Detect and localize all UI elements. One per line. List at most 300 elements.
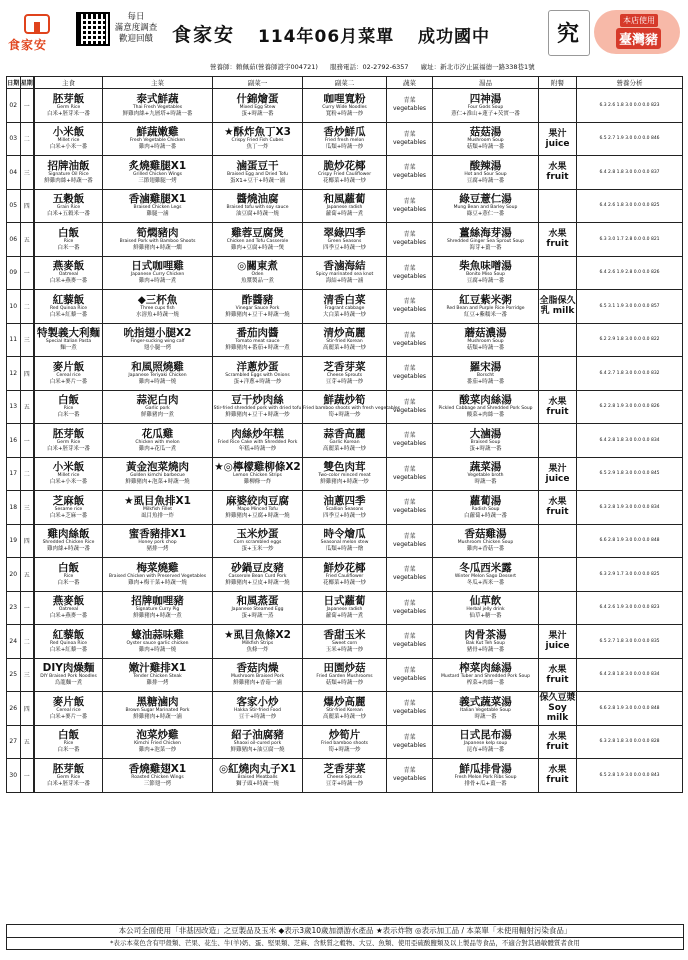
soup-cell bbox=[433, 491, 539, 525]
col-nutrition-header: 營養分析 bbox=[577, 77, 683, 89]
dish-ingredients: 海芽+薑一番 bbox=[469, 244, 502, 251]
col-soup-header: 湯品 bbox=[433, 77, 539, 89]
dish-english: Garlic Korean bbox=[329, 439, 360, 445]
side-item-cell: 水果 fruit bbox=[539, 491, 577, 525]
side-dish-2-cell bbox=[303, 189, 387, 223]
date-row bbox=[7, 591, 34, 625]
dish-english: Grain Rice bbox=[56, 205, 81, 211]
date-cell: 03 bbox=[7, 122, 21, 156]
table-row bbox=[35, 89, 683, 123]
dish-name: ★◎檸檬雞柳條X2 bbox=[214, 461, 301, 474]
dish-ingredients: 時蔬一番 bbox=[474, 479, 497, 486]
dish-ingredients: 麵一煮 bbox=[60, 345, 77, 352]
certification-seal-icon bbox=[548, 10, 590, 56]
col-side2-header: 副菜二 bbox=[303, 77, 387, 89]
side-item-cell: 水果 fruit bbox=[539, 725, 577, 759]
dish-ingredients: 鮮雞豬肉+香菇一滷 bbox=[233, 680, 282, 687]
dish-name: 鮮瓜排骨湯 bbox=[459, 762, 512, 775]
dish-name: 酸辣湯 bbox=[469, 159, 502, 172]
soup-cell bbox=[433, 692, 539, 726]
main-dish-cell bbox=[103, 357, 213, 391]
side-dish-1-cell bbox=[213, 223, 303, 257]
qr-code-icon[interactable] bbox=[76, 12, 110, 46]
dish-english: Borscht bbox=[476, 372, 495, 378]
taiwan-pork-badge bbox=[594, 10, 680, 54]
side-dish-2-cell bbox=[303, 457, 387, 491]
nutrition-cell: 6.5 2.8 1.9 3.0 0.0 0.0 843 bbox=[577, 759, 683, 793]
dish-name: 咖哩寬粉 bbox=[323, 92, 366, 105]
dish-english: Germ Rice bbox=[56, 439, 81, 445]
weekday-cell: 三 bbox=[20, 156, 34, 190]
soup-cell bbox=[433, 323, 539, 357]
nutrition-cell: 6.4 2.6 1.9 3.0 0.0 0.0 823 bbox=[577, 591, 683, 625]
soup-cell bbox=[433, 357, 539, 391]
date-row bbox=[7, 524, 34, 558]
dish-ingredients: 鮮雞肉絲+九層塔+時蔬一番 bbox=[122, 110, 193, 117]
dish-english: Braised tofu with soy sauce bbox=[226, 205, 289, 211]
dish-ingredients: 白米+燕麥一番 bbox=[49, 613, 88, 620]
main-dish-cell bbox=[103, 256, 213, 290]
dish-name: 香滷海結 bbox=[323, 260, 366, 273]
dish-name: 爆炒高麗 bbox=[323, 695, 366, 708]
dish-english: Scrambled Eggs with Onions bbox=[225, 372, 290, 378]
dish-ingredients: 榨菜+肉絲一番 bbox=[466, 680, 505, 687]
weekday-cell: 一 bbox=[20, 89, 34, 123]
side-item-cell bbox=[539, 323, 577, 357]
vegetable-cell: 青菜 vegetables bbox=[387, 390, 433, 424]
dish-english: Milkfish Fillet bbox=[143, 506, 172, 512]
dish-ingredients: 仙草+糖一番 bbox=[469, 613, 502, 620]
date-cell: 05 bbox=[7, 189, 21, 223]
dish-english: Herbal jelly drink bbox=[466, 607, 505, 613]
col-staple-header: 主食 bbox=[35, 77, 103, 89]
side-dish-1-cell bbox=[213, 658, 303, 692]
date-cell: 10 bbox=[7, 290, 21, 324]
table-row bbox=[35, 122, 683, 156]
side-item-cell bbox=[539, 89, 577, 123]
date-cell: 23 bbox=[7, 591, 21, 625]
dish-name: 嫩汁雞排X1 bbox=[128, 662, 187, 675]
dish-english: Fried Rice Cake with Shredded Pork bbox=[217, 439, 298, 445]
dish-english: Spicy marinated sea knot bbox=[315, 272, 374, 278]
dish-name: ★虱目魚排X1 bbox=[124, 494, 191, 507]
weekday-cell: 四 bbox=[20, 189, 34, 223]
dish-ingredients: 蛋+時蔬一蒸 bbox=[241, 613, 274, 620]
soup-cell bbox=[433, 524, 539, 558]
dish-ingredients: 三節翅雞腿一烤 bbox=[138, 177, 177, 184]
school-name: 成功國中 bbox=[418, 27, 490, 47]
dish-english: Fresh Melon Pork Ribs Soup bbox=[454, 774, 517, 780]
staple-cell bbox=[35, 223, 103, 257]
dish-english: Germ Rice bbox=[56, 774, 81, 780]
soup-cell bbox=[433, 189, 539, 223]
main-dish-cell bbox=[103, 558, 213, 592]
weekday-cell: 二 bbox=[20, 122, 34, 156]
dish-english: Japanese Steamed Egg bbox=[231, 607, 284, 613]
weekday-cell: 五 bbox=[20, 725, 34, 759]
table-row bbox=[35, 457, 683, 491]
dish-name: DIY肉燥麵 bbox=[42, 662, 95, 675]
table-row bbox=[35, 591, 683, 625]
dish-name: 芝香芽菜 bbox=[323, 360, 366, 373]
dish-ingredients: 雞肉+時蔬一煮 bbox=[138, 278, 177, 285]
date-row bbox=[7, 223, 34, 257]
dish-english: Braised Meatballs bbox=[237, 774, 278, 780]
date-row bbox=[7, 122, 34, 156]
dish-name: 泰式鮮蔬 bbox=[136, 92, 179, 105]
side-item-cell: 水果 fruit bbox=[539, 156, 577, 190]
seal-glyph: 究 bbox=[557, 22, 580, 47]
side-dish-2-cell bbox=[303, 156, 387, 190]
side-dish-2-cell bbox=[303, 357, 387, 391]
table-row bbox=[35, 189, 683, 223]
dish-english: Curry Wide Noodles bbox=[322, 104, 367, 110]
side-item-cell bbox=[539, 357, 577, 391]
staple-cell bbox=[35, 256, 103, 290]
dish-name: 仙草飲 bbox=[469, 595, 502, 608]
survey-note bbox=[114, 12, 158, 45]
dish-name: 炙燒雞腿X1 bbox=[128, 159, 187, 172]
side-dish-1-cell bbox=[213, 524, 303, 558]
side-item-cell bbox=[539, 256, 577, 290]
side-dish-1-cell bbox=[213, 290, 303, 324]
dish-name: 蘑菇濃湯 bbox=[464, 327, 507, 340]
date-row bbox=[7, 256, 34, 290]
dish-ingredients: 豬骨+時蔬一番 bbox=[466, 646, 505, 653]
dish-name: 清炒高麗 bbox=[323, 327, 366, 340]
weekday-cell: 五 bbox=[20, 558, 34, 592]
dish-name: 花瓜雞 bbox=[141, 427, 174, 440]
dish-ingredients: 魚條一炸 bbox=[246, 646, 269, 653]
dish-english: Seasonal melon stew bbox=[320, 540, 369, 546]
dish-name: 黑糖滷肉 bbox=[136, 695, 179, 708]
dish-english: Fried Garden Mushrooms bbox=[316, 674, 373, 680]
table-row bbox=[35, 658, 683, 692]
dish-ingredients: 雞柳條一炸 bbox=[243, 479, 272, 486]
dish-english: Shaoxi oil-cured pork bbox=[233, 741, 282, 747]
dish-ingredients: 高麗菜+時蔬一炒 bbox=[322, 713, 367, 720]
dish-english: Rice bbox=[63, 573, 74, 579]
dish-ingredients: 雞肉+時蔬一番 bbox=[138, 144, 177, 151]
dish-ingredients: 瓜類+時蔬一炒 bbox=[325, 144, 364, 151]
date-row bbox=[7, 658, 34, 692]
dish-ingredients: 筍+時蔬一炒 bbox=[328, 412, 361, 419]
menu-title: 114年06月菜單 bbox=[258, 27, 395, 47]
dish-english: Four Gods Soup bbox=[467, 104, 504, 110]
nutrition-cell: 6.4 2.8 1.8 3.0 0.0 0.0 834 bbox=[577, 658, 683, 692]
allergen-notice: *表示本菜色含有甲殼類、芒果、花生、牛(羊)奶、蛋、堅果類、芝麻、含麩質之穀物、大豆、魚類、使用亞硫酸鹽類及以上製品等食品，不適合對其過敏體質者食用 bbox=[110, 939, 580, 947]
dish-ingredients: 雞腿一滷 bbox=[146, 211, 169, 218]
dish-english: Red Quinoa Rice bbox=[49, 640, 88, 646]
nutrition-cell: 6.5 2.7 1.8 3.0 0.0 0.0 835 bbox=[577, 625, 683, 659]
soup-cell bbox=[433, 290, 539, 324]
dish-name: 柴魚味噌湯 bbox=[459, 260, 512, 273]
dish-english: Japanese radish bbox=[326, 205, 363, 211]
dish-english: Milkfish Strips bbox=[241, 640, 274, 646]
dish-ingredients: 酸菜+肉絲一番 bbox=[466, 412, 505, 419]
dish-ingredients: 白米+紅藜一番 bbox=[49, 311, 88, 318]
table-row bbox=[35, 524, 683, 558]
dish-name: 砂鍋豆皮豬 bbox=[231, 561, 284, 574]
dish-ingredients: 蘿蔔+時蔬一煮 bbox=[325, 211, 364, 218]
main-dish-cell bbox=[103, 223, 213, 257]
dish-ingredients: 菇類+時蔬一炒 bbox=[325, 680, 364, 687]
nutrition-cell: 6.3 2.8 1.8 3.0 0.0 0.0 828 bbox=[577, 725, 683, 759]
dish-name: 麥片飯 bbox=[52, 695, 85, 708]
dish-english: Mustard Tuber and Shredded Pork Soup bbox=[441, 674, 530, 680]
dish-english: Tender Chicken Steak bbox=[133, 674, 182, 680]
dish-ingredients: 蛋+時蔬一番 bbox=[469, 445, 502, 452]
dish-english: Grilled Chicken Wings bbox=[132, 171, 182, 177]
dish-english: Honey pork chop bbox=[138, 540, 177, 546]
dish-ingredients: 綠豆+薏仁一番 bbox=[466, 211, 505, 218]
side-dish-2-cell bbox=[303, 122, 387, 156]
date-column bbox=[6, 76, 34, 793]
dish-english: Braised Chicken with Preserved Vegetables bbox=[108, 573, 207, 579]
main-dish-cell bbox=[103, 457, 213, 491]
dish-name: 小米飯 bbox=[52, 126, 85, 139]
vegetable-cell: 青菜 vegetables bbox=[387, 189, 433, 223]
dish-name: ★虱目魚條X2 bbox=[224, 628, 291, 641]
dish-name: 清香白菜 bbox=[323, 293, 366, 306]
nutrition-cell: 6.4 2.6 1.8 3.0 0.0 0.0 825 bbox=[577, 189, 683, 223]
dish-ingredients: 時蔬一番 bbox=[474, 713, 497, 720]
dish-name: 梅菜燒雞 bbox=[136, 561, 179, 574]
staple-cell bbox=[35, 189, 103, 223]
pork-badge-top: 本店使用 bbox=[620, 14, 658, 27]
dish-name: 洋蔥炒蛋 bbox=[236, 360, 279, 373]
dish-ingredients: 玉米+時蔬一炒 bbox=[325, 646, 364, 653]
soup-cell bbox=[433, 122, 539, 156]
weekday-cell: 一 bbox=[20, 424, 34, 458]
dish-name: 鮮蔬嫩雞 bbox=[136, 126, 179, 139]
dish-name: 和風蘿蔔 bbox=[323, 193, 366, 206]
dish-english: Oatmeal bbox=[58, 607, 79, 613]
side-dish-2-cell bbox=[303, 256, 387, 290]
staple-cell bbox=[35, 122, 103, 156]
table-row bbox=[35, 290, 683, 324]
dish-english: Braised Egg and Dried Tofu bbox=[226, 171, 289, 177]
vegetable-cell: 青菜 vegetables bbox=[387, 223, 433, 257]
service-phone: 服務電話：02-2792-6357 bbox=[329, 63, 409, 71]
table-row bbox=[35, 759, 683, 793]
dish-ingredients: 蛋+玉米一炒 bbox=[241, 546, 274, 553]
side-item-cell: 水果 fruit bbox=[539, 658, 577, 692]
dish-english: Red Bean and Purple Rice Porridge bbox=[446, 305, 525, 311]
dish-english: Shredded Ginger Sea Sprout Soup bbox=[447, 238, 524, 244]
main-dish-cell bbox=[103, 122, 213, 156]
side-dish-1-cell bbox=[213, 692, 303, 726]
col-veg-header: 蔬菜 bbox=[387, 77, 433, 89]
dish-english: Japanese Teriyaki Chicken bbox=[128, 372, 187, 378]
col-side-header: 附餐 bbox=[539, 77, 577, 89]
nutrition-cell: 6.3 2.9 1.7 3.0 0.0 0.0 825 bbox=[577, 558, 683, 592]
dish-name: 白飯 bbox=[58, 226, 79, 239]
vegetable-cell: 青菜 vegetables bbox=[387, 323, 433, 357]
table-row bbox=[35, 558, 683, 592]
dish-english: Roasted Chicken Wings bbox=[131, 774, 184, 780]
dish-english: Crispy Fried Cauliflower bbox=[317, 171, 372, 177]
table-row bbox=[35, 725, 683, 759]
dish-name: ◎關東煮 bbox=[237, 260, 278, 273]
main-dish-cell bbox=[103, 625, 213, 659]
dietitian-info: 營養師：賴佩茹(營養師證字004721) bbox=[210, 63, 318, 71]
dish-english: Cheese Sprouts bbox=[326, 372, 363, 378]
dish-name: 燕麥飯 bbox=[52, 595, 85, 608]
dish-ingredients: 豆干+時蔬一炒 bbox=[238, 713, 277, 720]
dish-ingredients: 水溶魚+時蔬一燒 bbox=[135, 311, 180, 318]
dish-ingredients: 白米+紅藜一番 bbox=[49, 646, 88, 653]
date-row bbox=[7, 189, 34, 223]
main-dish-cell bbox=[103, 89, 213, 123]
dish-name: 雞蓉豆腐煲 bbox=[231, 226, 284, 239]
date-cell: 25 bbox=[7, 658, 21, 692]
dish-english: Lemon Chicken Strips bbox=[233, 473, 282, 479]
main-dish-cell bbox=[103, 759, 213, 793]
table-row bbox=[35, 223, 683, 257]
side-item-cell: 果汁 juice bbox=[539, 122, 577, 156]
date-row bbox=[7, 457, 34, 491]
date-cell: 16 bbox=[7, 424, 21, 458]
dish-english: Millet rice bbox=[57, 138, 80, 144]
dish-name: 肉骨茶湯 bbox=[464, 628, 507, 641]
dish-ingredients: 白米+麥片一番 bbox=[49, 713, 88, 720]
vegetable-cell: 青菜 vegetables bbox=[387, 156, 433, 190]
nutrition-cell: 6.2 2.9 1.8 3.0 0.0 0.0 822 bbox=[577, 323, 683, 357]
dish-english: DIY Braised Pork Noodles bbox=[40, 674, 97, 680]
dish-english: Hot and Sour Soup bbox=[464, 171, 507, 177]
staple-cell bbox=[35, 759, 103, 793]
soup-cell bbox=[433, 390, 539, 424]
pork-badge-main: 臺灣豬 bbox=[616, 28, 661, 49]
nutrition-cell: 6.6 2.8 1.9 3.0 0.0 0.0 848 bbox=[577, 692, 683, 726]
dish-english: Japanese radish bbox=[326, 607, 363, 613]
dish-name: 翠綠四季 bbox=[323, 226, 366, 239]
dish-ingredients: 高麗菜+時蔬一炒 bbox=[322, 445, 367, 452]
dish-ingredients: 油豆腐+時蔬一燒 bbox=[235, 211, 280, 218]
dish-ingredients: 鮮雞豬肉+豆干+時蔬一炒 bbox=[225, 412, 290, 419]
dish-ingredients: 雞肉+梅干菜+時蔬一燒 bbox=[128, 579, 187, 586]
dish-ingredients: 花椰菜+時蔬一炒 bbox=[322, 177, 367, 184]
vegetable-cell: 青菜 vegetables bbox=[387, 591, 433, 625]
side-dish-1-cell bbox=[213, 625, 303, 659]
dish-ingredients: 豆腐+時蔬一番 bbox=[466, 278, 505, 285]
weekday-cell: 二 bbox=[20, 457, 34, 491]
dish-name: 酢醬豬 bbox=[241, 293, 274, 306]
dish-name: 白飯 bbox=[58, 729, 79, 742]
side-item-cell: 水果 fruit bbox=[539, 759, 577, 793]
side-item-cell: 全脂保久乳 milk bbox=[539, 290, 577, 324]
dish-name: 番茄肉醬 bbox=[236, 327, 279, 340]
soup-cell bbox=[433, 89, 539, 123]
table-row bbox=[35, 625, 683, 659]
dish-name: 蜜香豬排X1 bbox=[128, 528, 187, 541]
dish-english: Casserole Bean Curd Pork bbox=[228, 573, 287, 579]
date-cell: 26 bbox=[7, 692, 21, 726]
table-row bbox=[35, 156, 683, 190]
dish-name: 鮮炒花椰 bbox=[323, 561, 366, 574]
dish-english: Special Italian Pasta bbox=[45, 339, 92, 345]
dish-english: Bonito Miso Soup bbox=[466, 272, 505, 278]
nutrition-cell: 6.5 3.1 1.9 3.0 0.0 0.0 857 bbox=[577, 290, 683, 324]
dish-name: 麻婆絞肉豆腐 bbox=[226, 494, 289, 507]
dish-ingredients: 雞肉+時蔬一燒 bbox=[138, 646, 177, 653]
date-cell: 17 bbox=[7, 457, 21, 491]
date-row bbox=[7, 156, 34, 190]
dish-name: 香滷雞腿X1 bbox=[128, 193, 187, 206]
dish-ingredients: 翅小腿一烤 bbox=[143, 345, 172, 352]
dish-english: Fried bamboo shoots bbox=[320, 741, 369, 747]
contact-info bbox=[210, 62, 680, 71]
dish-english: Mixed Egg Stew bbox=[239, 104, 276, 110]
side-item-cell bbox=[539, 424, 577, 458]
side-item-cell bbox=[539, 558, 577, 592]
side-dish-2-cell bbox=[303, 725, 387, 759]
side-dish-1-cell bbox=[213, 491, 303, 525]
dish-name: 泡菜炒雞 bbox=[136, 729, 179, 742]
soup-cell bbox=[433, 591, 539, 625]
dish-name: 胚芽飯 bbox=[52, 427, 85, 440]
dish-name: 香菇肉燥 bbox=[236, 662, 279, 675]
side-dish-1-cell bbox=[213, 390, 303, 424]
dish-english: Mung Bean and Barley Soup bbox=[453, 205, 518, 211]
dish-name: 田園炒菇 bbox=[323, 662, 366, 675]
side-item-cell: 水果 fruit bbox=[539, 390, 577, 424]
dish-ingredients: 大白菜+時蔬一炒 bbox=[322, 311, 367, 318]
dish-ingredients: 雞肉+豆腐+時蔬一煲 bbox=[230, 244, 285, 251]
weekday-cell: 四 bbox=[20, 524, 34, 558]
main-dish-cell bbox=[103, 491, 213, 525]
main-dish-cell bbox=[103, 725, 213, 759]
vegetable-cell: 青菜 vegetables bbox=[387, 658, 433, 692]
dish-ingredients: 烏龍麵一煮 bbox=[54, 680, 83, 687]
date-row bbox=[7, 390, 34, 424]
col-side1-header: 副菜一 bbox=[213, 77, 303, 89]
soup-cell bbox=[433, 558, 539, 592]
date-row bbox=[7, 725, 34, 759]
dish-name: 雙色肉茸 bbox=[323, 461, 366, 474]
side-item-cell: 果汁 juice bbox=[539, 625, 577, 659]
dish-english: Winter Melon Sago Dessert bbox=[454, 573, 517, 579]
table-row bbox=[35, 390, 683, 424]
dish-ingredients: 白米+燕麥一番 bbox=[49, 278, 88, 285]
weekday-cell: 四 bbox=[20, 692, 34, 726]
vegetable-cell: 青菜 vegetables bbox=[387, 759, 433, 793]
dish-ingredients: 三節翅一烤 bbox=[143, 780, 172, 787]
dish-ingredients: 鮮雞豬肉+時蔬一煮 bbox=[133, 613, 182, 620]
dish-ingredients: 筍+時蔬一炒 bbox=[328, 747, 361, 754]
date-row bbox=[7, 558, 34, 592]
dish-name: 時令燴瓜 bbox=[323, 528, 366, 541]
dish-name: 芝麻飯 bbox=[52, 494, 85, 507]
vegetable-cell: 青菜 vegetables bbox=[387, 424, 433, 458]
company-logo bbox=[6, 14, 72, 52]
dish-english: Braised Pork with Bamboo Shoots bbox=[119, 238, 196, 244]
date-cell: 02 bbox=[7, 89, 21, 123]
side-item-cell bbox=[539, 189, 577, 223]
dish-english: Germ Rice bbox=[56, 104, 81, 110]
staple-cell bbox=[35, 725, 103, 759]
weekday-cell: 五 bbox=[20, 223, 34, 257]
main-dish-cell bbox=[103, 692, 213, 726]
date-cell: 06 bbox=[7, 223, 21, 257]
dish-name: 薑絲海芽湯 bbox=[459, 226, 512, 239]
side-item-cell: 水果 fruit bbox=[539, 223, 577, 257]
dish-english: Japanese kelp soup bbox=[463, 741, 508, 747]
dish-ingredients: 排骨+瓜+薑一番 bbox=[464, 780, 507, 787]
weekday-cell: 三 bbox=[20, 491, 34, 525]
staple-cell bbox=[35, 156, 103, 190]
